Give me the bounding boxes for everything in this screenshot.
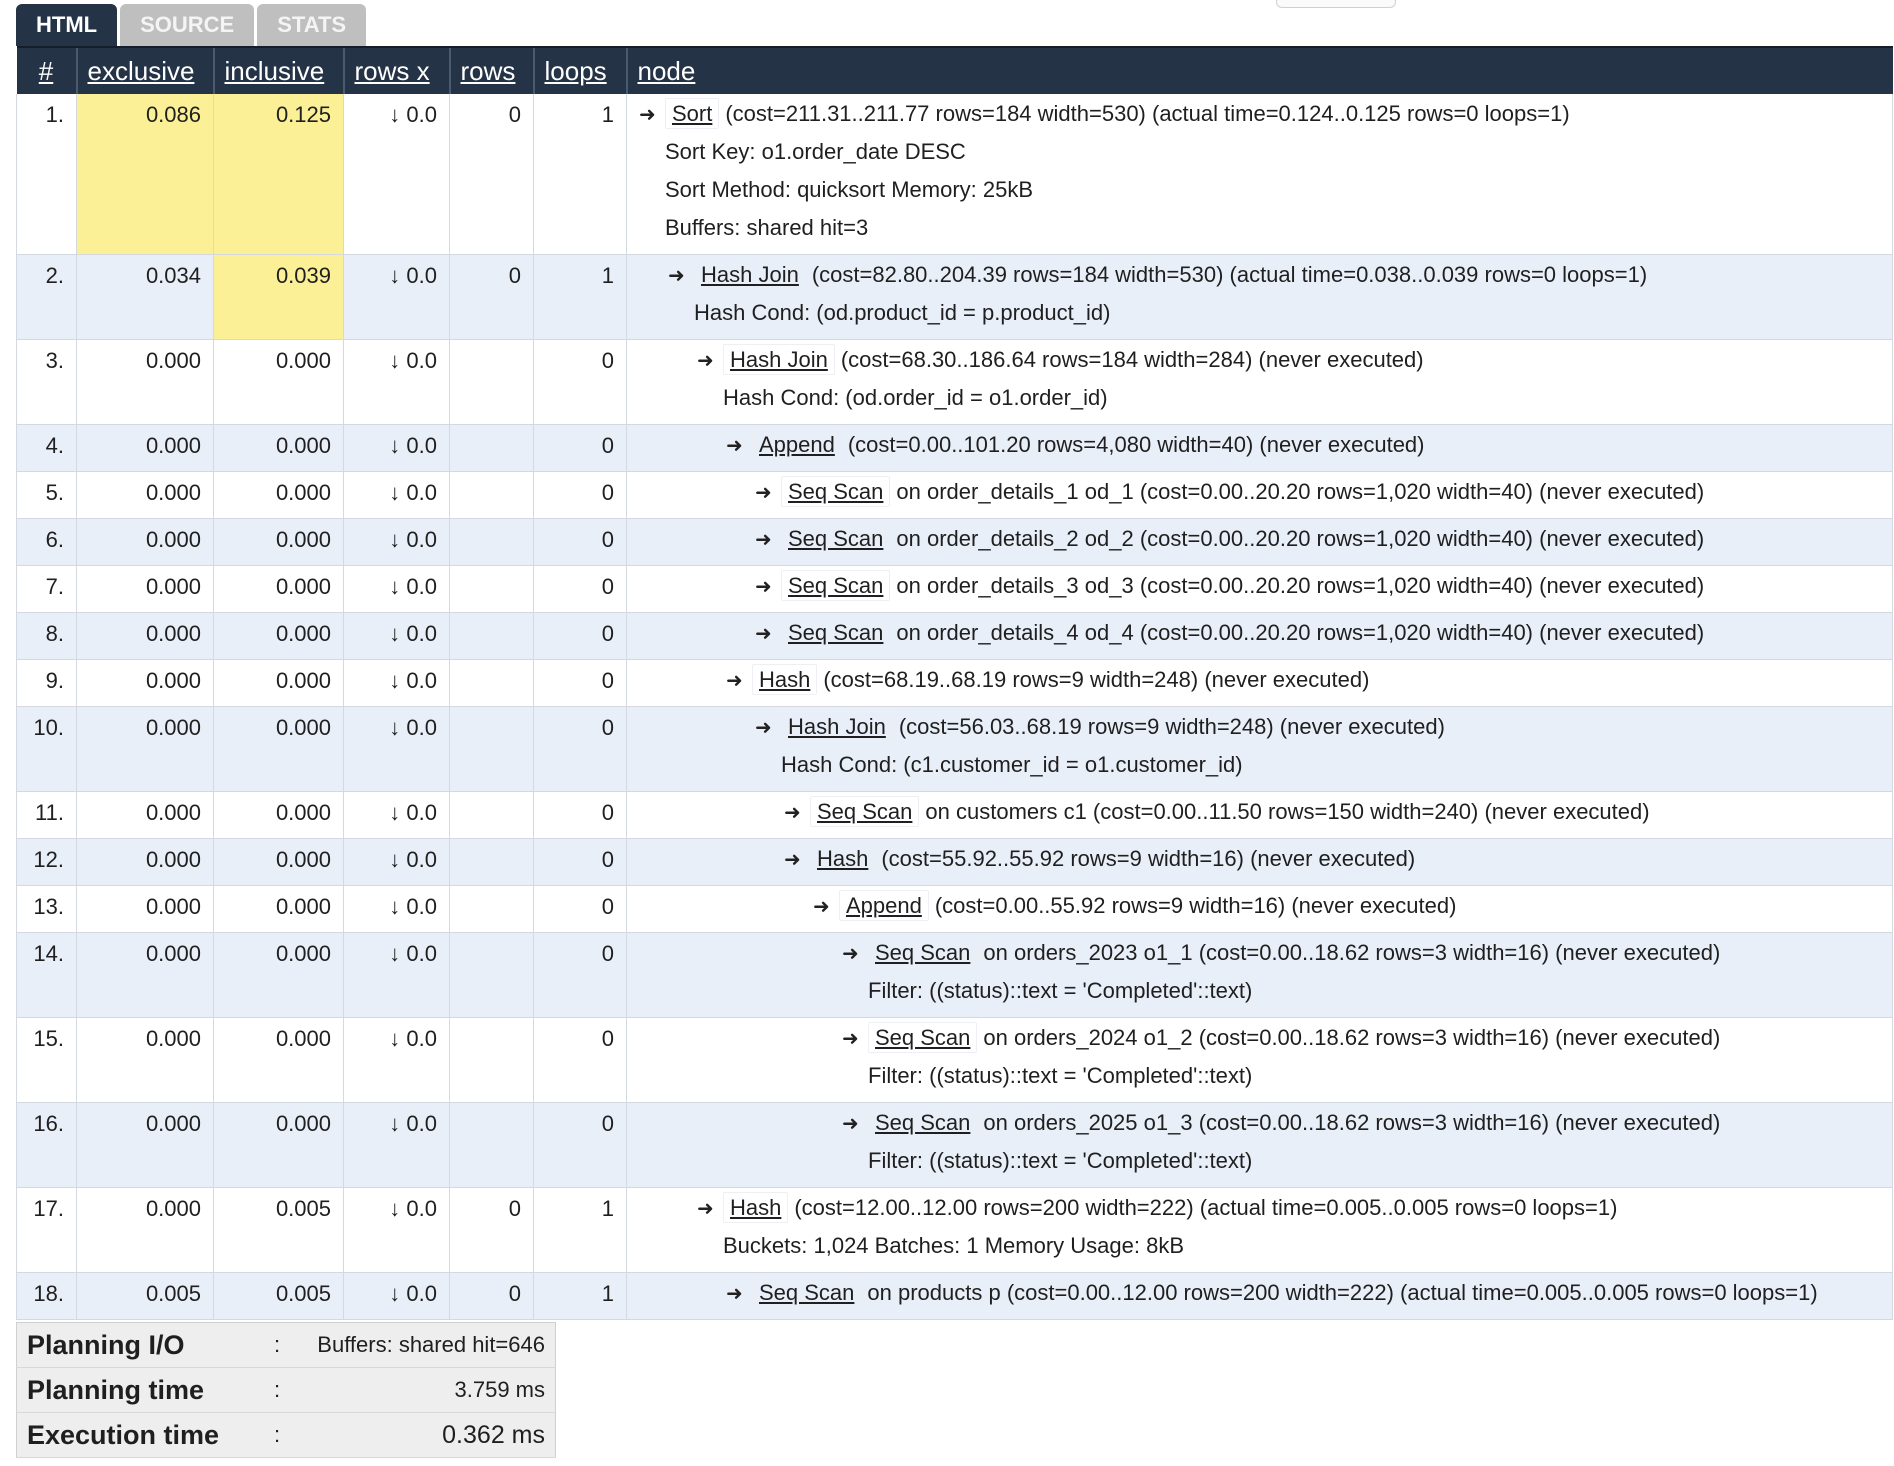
row-number: 18. [17,1273,77,1320]
plan-row [17,472,1893,519]
node-detail: on order_details_2 od_2 (cost=0.00..20.20 rows=1,020 width=40) (never executed) [896,526,1705,551]
column-header-rows[interactable]: rows [450,47,534,94]
rows-x-estimate: ↓ 0.0 [344,94,450,255]
node-header-line [639,1111,1880,1149]
node-detail: on customers c1 (cost=0.00..11.50 rows=150 width=240) (never executed) [925,799,1650,824]
node-detail: (cost=68.30..186.64 rows=184 width=284) (never executed) [840,347,1424,372]
rows-x-estimate: ↓ 0.0 [344,425,450,472]
plan-row [17,519,1893,566]
actual-rows: 0 [450,255,534,340]
arrow-right-icon: ➜ [755,623,772,645]
node-type-link[interactable]: Hash Join [723,344,835,375]
node-type-link[interactable]: Seq Scan [868,1022,977,1053]
inclusive-time: 0.000 [214,839,344,886]
plan-row [17,613,1893,660]
plan-node [627,255,1893,340]
rows-x-estimate: ↓ 0.0 [344,707,450,792]
plan-node [627,1273,1893,1320]
node-detail: (cost=55.92..55.92 rows=9 width=16) (never executed) [881,846,1416,871]
node-type-link[interactable]: Hash Join [781,711,893,742]
node-detail: (cost=82.80..204.39 rows=184 width=530) (actual time=0.038..0.039 rows=0 loops=1) [811,262,1648,287]
loops-count: 0 [534,792,627,839]
actual-rows [450,792,534,839]
row-number: 3. [17,340,77,425]
row-number: 12. [17,839,77,886]
summary-label: Planning I/O [17,1323,258,1368]
inclusive-time: 0.039 [214,255,344,340]
inclusive-time: 0.000 [214,886,344,933]
plan-row [17,566,1893,613]
loops-count: 0 [534,340,627,425]
arrow-right-icon: ➜ [639,104,656,126]
summary-row-planning-time [17,1368,556,1413]
node-header-line [639,102,1880,140]
inclusive-time: 0.000 [214,933,344,1018]
rows-x-estimate: ↓ 0.0 [344,1018,450,1103]
actual-rows [450,707,534,792]
loops-count: 1 [534,1188,627,1273]
node-detail: (cost=0.00..101.20 rows=4,080 width=40) (never executed) [847,432,1425,457]
inclusive-time: 0.000 [214,472,344,519]
loops-count: 0 [534,613,627,660]
plan-node [627,425,1893,472]
plan-node [627,340,1893,425]
top-right-control [1276,0,1396,8]
loops-count: 1 [534,1273,627,1320]
exclusive-time: 0.000 [77,425,214,472]
plan-node [627,94,1893,255]
node-detail: on products p (cost=0.00..12.00 rows=200 width=222) (actual time=0.005..0.005 rows=0 loops=1) [867,1280,1818,1305]
plan-node [627,519,1893,566]
loops-count: 0 [534,472,627,519]
arrow-right-icon: ➜ [842,1113,859,1135]
plan-row [17,839,1893,886]
rows-x-estimate: ↓ 0.0 [344,792,450,839]
plan-node [627,613,1893,660]
tab-html[interactable]: HTML [16,4,117,46]
node-detail: on order_details_3 od_3 (cost=0.00..20.20 rows=1,020 width=40) (never executed) [896,573,1705,598]
row-number: 5. [17,472,77,519]
summary-separator: : [257,1413,297,1458]
exclusive-time: 0.086 [77,94,214,255]
plan-node [627,839,1893,886]
inclusive-time: 0.000 [214,425,344,472]
plan-node [627,566,1893,613]
inclusive-time: 0.000 [214,707,344,792]
plan-row [17,660,1893,707]
node-type-link[interactable]: Hash [752,664,817,695]
rows-x-estimate: ↓ 0.0 [344,1188,450,1273]
node-extra-info: Filter: ((status)::text = 'Completed'::text) [868,1063,1253,1088]
actual-rows [450,933,534,1018]
node-header-line [639,894,1880,932]
node-extra-info: Sort Key: o1.order_date DESC [665,139,966,164]
actual-rows [450,340,534,425]
actual-rows: 0 [450,94,534,255]
inclusive-time: 0.000 [214,660,344,707]
node-extra-info: Sort Method: quicksort Memory: 25kB [665,177,1034,202]
node-type-link[interactable]: Hash [810,843,875,874]
plan-node [627,1018,1893,1103]
plan-row [17,1273,1893,1320]
node-header-line [639,263,1880,301]
node-detail: (cost=211.31..211.77 rows=184 width=530) (actual time=0.124..0.125 rows=0 loops=1) [725,101,1570,126]
rows-x-estimate: ↓ 0.0 [344,255,450,340]
plan-row [17,340,1893,425]
actual-rows [450,1103,534,1188]
plan-row [17,792,1893,839]
exclusive-time: 0.000 [77,660,214,707]
plan-row [17,886,1893,933]
node-header-line [639,800,1880,838]
inclusive-time: 0.000 [214,1018,344,1103]
rows-x-estimate: ↓ 0.0 [344,886,450,933]
summary-label: Execution time [17,1413,258,1458]
arrow-right-icon: ➜ [755,482,772,504]
loops-count: 0 [534,1018,627,1103]
node-header-line [639,668,1880,706]
loops-count: 0 [534,660,627,707]
inclusive-time: 0.000 [214,566,344,613]
rows-x-estimate: ↓ 0.0 [344,1273,450,1320]
node-extra-info: Hash Cond: (od.product_id = p.product_id) [694,300,1111,325]
arrow-right-icon: ➜ [726,1283,743,1305]
arrow-right-icon: ➜ [726,670,743,692]
node-header-line [639,941,1880,979]
plan-node [627,886,1893,933]
node-type-link[interactable]: Append [839,890,929,921]
plan-node [627,1103,1893,1188]
arrow-right-icon: ➜ [726,435,743,457]
plan-node [627,792,1893,839]
node-header-line [639,527,1880,565]
node-extra-info: Buckets: 1,024 Batches: 1 Memory Usage: 8kB [723,1233,1185,1258]
node-type-link[interactable]: Seq Scan [752,1277,861,1308]
exclusive-time: 0.000 [77,566,214,613]
summary-row-planning-io [17,1323,556,1368]
node-type-link[interactable]: Seq Scan [868,1107,977,1138]
node-type-link[interactable]: Sort [665,98,719,129]
view-tabs [16,4,366,46]
inclusive-time: 0.000 [214,613,344,660]
arrow-right-icon: ➜ [842,1028,859,1050]
column-header-exclusive[interactable]: exclusive [77,47,214,94]
plan-node [627,933,1893,1018]
node-type-link[interactable]: Seq Scan [781,570,890,601]
column-header-inclusive[interactable]: inclusive [214,47,344,94]
plan-node [627,707,1893,792]
node-type-link[interactable]: Seq Scan [810,796,919,827]
node-type-link[interactable]: Seq Scan [781,523,890,554]
arrow-right-icon: ➜ [784,849,801,871]
arrow-right-icon: ➜ [755,717,772,739]
inclusive-time: 0.000 [214,1103,344,1188]
inclusive-time: 0.000 [214,340,344,425]
node-type-link[interactable]: Hash Join [694,259,806,290]
actual-rows [450,472,534,519]
tab-stats[interactable]: STATS [257,4,366,46]
row-number: 13. [17,886,77,933]
node-header-line [639,1196,1880,1234]
exclusive-time: 0.000 [77,519,214,566]
node-type-link[interactable]: Seq Scan [781,617,890,648]
exclusive-time: 0.000 [77,886,214,933]
node-header-line [639,1026,1880,1064]
plan-node [627,660,1893,707]
loops-count: 0 [534,839,627,886]
exclusive-time: 0.000 [77,340,214,425]
summary-table [16,1322,556,1458]
explain-plan-table [16,46,1893,1320]
plan-node [627,1188,1893,1273]
arrow-right-icon: ➜ [668,265,685,287]
node-extra-info: Buffers: shared hit=3 [665,215,869,240]
plan-row [17,425,1893,472]
exclusive-time: 0.000 [77,1018,214,1103]
rows-x-estimate: ↓ 0.0 [344,660,450,707]
plan-row [17,255,1893,340]
header-row [17,47,1893,94]
node-detail: on orders_2025 o1_3 (cost=0.00..18.62 rows=3 width=16) (never executed) [983,1110,1721,1135]
actual-rows [450,1018,534,1103]
node-detail: (cost=56.03..68.19 rows=9 width=248) (never executed) [898,714,1445,739]
exclusive-time: 0.034 [77,255,214,340]
row-number: 16. [17,1103,77,1188]
rows-x-estimate: ↓ 0.0 [344,340,450,425]
arrow-right-icon: ➜ [755,529,772,551]
node-detail: on order_details_1 od_1 (cost=0.00..20.20 rows=1,020 width=40) (never executed) [896,479,1705,504]
summary-label: Planning time [17,1368,258,1413]
exclusive-time: 0.000 [77,792,214,839]
inclusive-time: 0.125 [214,94,344,255]
exclusive-time: 0.000 [77,1103,214,1188]
node-detail: (cost=0.00..55.92 rows=9 width=16) (never executed) [934,893,1457,918]
node-header-line [639,480,1880,518]
loops-count: 0 [534,566,627,613]
summary-separator: : [257,1368,297,1413]
node-detail: on orders_2024 o1_2 (cost=0.00..18.62 rows=3 width=16) (never executed) [983,1025,1721,1050]
row-number: 11. [17,792,77,839]
node-header-line [639,715,1880,753]
rows-x-estimate: ↓ 0.0 [344,933,450,1018]
exclusive-time: 0.005 [77,1273,214,1320]
loops-count: 0 [534,933,627,1018]
exclusive-time: 0.000 [77,613,214,660]
node-extra-info: Hash Cond: (c1.customer_id = o1.customer_id) [781,752,1243,777]
actual-rows [450,839,534,886]
node-extra-info: Hash Cond: (od.order_id = o1.order_id) [723,385,1108,410]
inclusive-time: 0.000 [214,792,344,839]
loops-count: 0 [534,1103,627,1188]
column-header-node[interactable]: node [627,47,1893,94]
row-number: 15. [17,1018,77,1103]
row-number: 4. [17,425,77,472]
loops-count: 1 [534,94,627,255]
plan-row [17,94,1893,255]
rows-x-estimate: ↓ 0.0 [344,613,450,660]
rows-x-estimate: ↓ 0.0 [344,566,450,613]
plan-row [17,1103,1893,1188]
plan-row [17,1018,1893,1103]
rows-x-estimate: ↓ 0.0 [344,472,450,519]
actual-rows [450,519,534,566]
node-header-line [639,433,1880,471]
row-number: 7. [17,566,77,613]
inclusive-time: 0.005 [214,1273,344,1320]
exclusive-time: 0.000 [77,707,214,792]
arrow-right-icon: ➜ [842,943,859,965]
tab-source[interactable]: SOURCE [120,4,254,46]
arrow-right-icon: ➜ [784,802,801,824]
row-number: 8. [17,613,77,660]
arrow-right-icon: ➜ [697,350,714,372]
rows-x-estimate: ↓ 0.0 [344,1103,450,1188]
exclusive-time: 0.000 [77,933,214,1018]
row-number: 14. [17,933,77,1018]
row-number: 17. [17,1188,77,1273]
arrow-right-icon: ➜ [697,1198,714,1220]
row-number: 9. [17,660,77,707]
plan-row [17,1188,1893,1273]
actual-rows: 0 [450,1273,534,1320]
node-detail: on order_details_4 od_4 (cost=0.00..20.20 rows=1,020 width=40) (never executed) [896,620,1705,645]
actual-rows [450,566,534,613]
node-header-line [639,621,1880,659]
node-header-line [639,348,1880,386]
node-type-link[interactable]: Seq Scan [868,937,977,968]
node-type-link[interactable]: Append [752,429,842,460]
loops-count: 0 [534,886,627,933]
actual-rows [450,613,534,660]
summary-separator: : [257,1323,297,1368]
inclusive-time: 0.005 [214,1188,344,1273]
loops-count: 0 [534,707,627,792]
node-header-line [639,1281,1880,1319]
summary-value: Buffers: shared hit=646 [297,1323,556,1368]
actual-rows [450,660,534,707]
plan-row [17,933,1893,1018]
row-number: 2. [17,255,77,340]
exclusive-time: 0.000 [77,1188,214,1273]
rows-x-estimate: ↓ 0.0 [344,839,450,886]
node-detail: (cost=68.19..68.19 rows=9 width=248) (never executed) [823,667,1370,692]
arrow-right-icon: ➜ [813,896,830,918]
node-detail: on orders_2023 o1_1 (cost=0.00..18.62 rows=3 width=16) (never executed) [983,940,1721,965]
column-header-number[interactable]: # [17,47,77,94]
actual-rows [450,425,534,472]
node-extra-info: Filter: ((status)::text = 'Completed'::text) [868,978,1253,1003]
arrow-right-icon: ➜ [755,576,772,598]
actual-rows [450,886,534,933]
node-type-link[interactable]: Seq Scan [781,476,890,507]
summary-value: 3.759 ms [297,1368,556,1413]
plan-node [627,472,1893,519]
summary-row-execution-time [17,1413,556,1458]
row-number: 6. [17,519,77,566]
row-number: 10. [17,707,77,792]
node-detail: (cost=12.00..12.00 rows=200 width=222) (actual time=0.005..0.005 rows=0 loops=1) [794,1195,1618,1220]
plan-row [17,707,1893,792]
loops-count: 1 [534,255,627,340]
exclusive-time: 0.000 [77,839,214,886]
inclusive-time: 0.000 [214,519,344,566]
node-header-line [639,847,1880,885]
column-header-rows-x[interactable]: rows x [344,47,450,94]
rows-x-estimate: ↓ 0.0 [344,519,450,566]
node-type-link[interactable]: Hash [723,1192,788,1223]
loops-count: 0 [534,519,627,566]
exclusive-time: 0.000 [77,472,214,519]
actual-rows: 0 [450,1188,534,1273]
row-number: 1. [17,94,77,255]
loops-count: 0 [534,425,627,472]
node-header-line [639,574,1880,612]
column-header-loops[interactable]: loops [534,47,627,94]
summary-value: 0.362 ms [297,1413,556,1458]
node-extra-info: Filter: ((status)::text = 'Completed'::text) [868,1148,1253,1173]
